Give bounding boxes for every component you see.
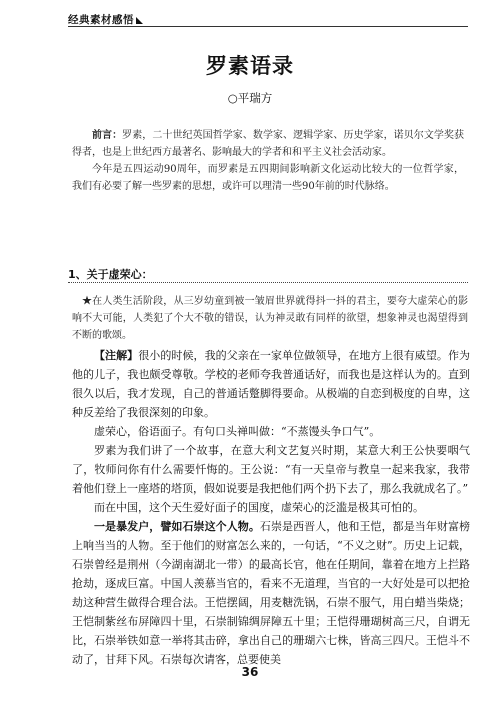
note-text: 很小的时候，我的父亲在一家单位做领导，在地方上很有威望。作为他的儿子，我也颇受尊敬。学校的老师夸我普通话好，而我也是这样认为的。直到很久以后，我才发现，自己的普通话蹩脚得要命。从极端的自恋到极度的自卑，这种反差给了我很深刻的印象。	[72, 349, 471, 419]
paragraph-5-text: 石崇是西晋人，他和王恺，都是当年财富榜上响当当的人物。至于他们的财富怎么来的，一句话，“不义之财”。历史上记载，石崇曾经是荆州（今湖南湖北一带）的最高长官，他在任期间，靠着在地方上拦路抢劫，逐成巨富。中国人羡慕当官的，看来不无道理，当官的一大好处是可以把抢劫这种营生做得合理合法。王恺摆阔，用麦糖洗锅，石崇不服气，用白蜡当柴烧；王恺制紫丝布屏障四十里，石崇制锦绸屏障五十里；王恺得珊瑚树高三尺，自谓无比，石崇举铁如意一举将其击碎，拿出自己的珊瑚六七株，皆高三四尺。王恺斗不动了，甘拜下风。石崇每次请客，总要使美	[72, 520, 471, 666]
body-paragraph-2: 虚荣心，俗语面子。有句口头禅叫做：“不蒸馒头争口气”。	[94, 425, 381, 438]
page-number: 36	[241, 665, 259, 679]
running-header	[68, 8, 468, 24]
header-label: 经典素材感悟	[68, 14, 134, 26]
body-paragraph-5	[72, 517, 470, 669]
triangle-marker-icon	[136, 17, 143, 24]
section-heading	[68, 263, 468, 283]
header-rule	[68, 26, 468, 27]
body-paragraph-3: 罗素为我们讲了一个故事，在意大利文艺复兴时期，某意大利王公快要咽气了，牧师问你有什么需要忏悔的。王公说：“有一天皇帝与教皇一起来我家，我带着他们登上一座塔的塔顶，假如说要是我把他们两个扔下去了，那么我就成名了。”	[72, 444, 470, 495]
preface-paragraph-1	[72, 127, 464, 161]
note-label: 【注解】	[94, 349, 139, 362]
preface-paragraph-2: 今年是五四运动90周年，而罗素是五四期间影响新文化运动比较大的一位哲学家，我们有必要了解一些罗素的思想，或许可以理清一些90年前的时代脉络。	[72, 164, 464, 192]
quote-block	[72, 293, 468, 344]
body-paragraph-4: 而在中国，这个天生爱好面子的国度，虚荣心的泛滥是极其可怕的。	[94, 501, 424, 514]
quote-text: ★在人类生活阶段，从三岁幼童到被一皱眉世界就得抖一抖的君主，要夸大虚荣心的影响不大可能，人类犯了个大不敬的错误，认为神灵敢有同样的欲望，想象神灵也渴望得到不断的歌颂。	[72, 296, 468, 341]
note-paragraph	[72, 346, 470, 422]
article-title: 罗素语录	[206, 54, 294, 78]
section-heading-text: 1、关于虚荣心：	[68, 268, 153, 281]
body-text	[72, 346, 470, 669]
section-divider	[68, 282, 468, 283]
preface-label: 前言：	[92, 130, 123, 141]
preface-text-1: 罗素，二十世纪英国哲学家、数学家、逻辑学家、历史学家，诺贝尔文学奖获得者，也是上世纪西方最著名、影响最大的学者和和平主义社会活动家。	[72, 130, 465, 158]
article-author: ○平瑞方	[227, 91, 273, 105]
paragraph-5-lead: 一是暴发户，譬如石崇这个人物。	[94, 520, 260, 533]
preface	[72, 127, 464, 195]
